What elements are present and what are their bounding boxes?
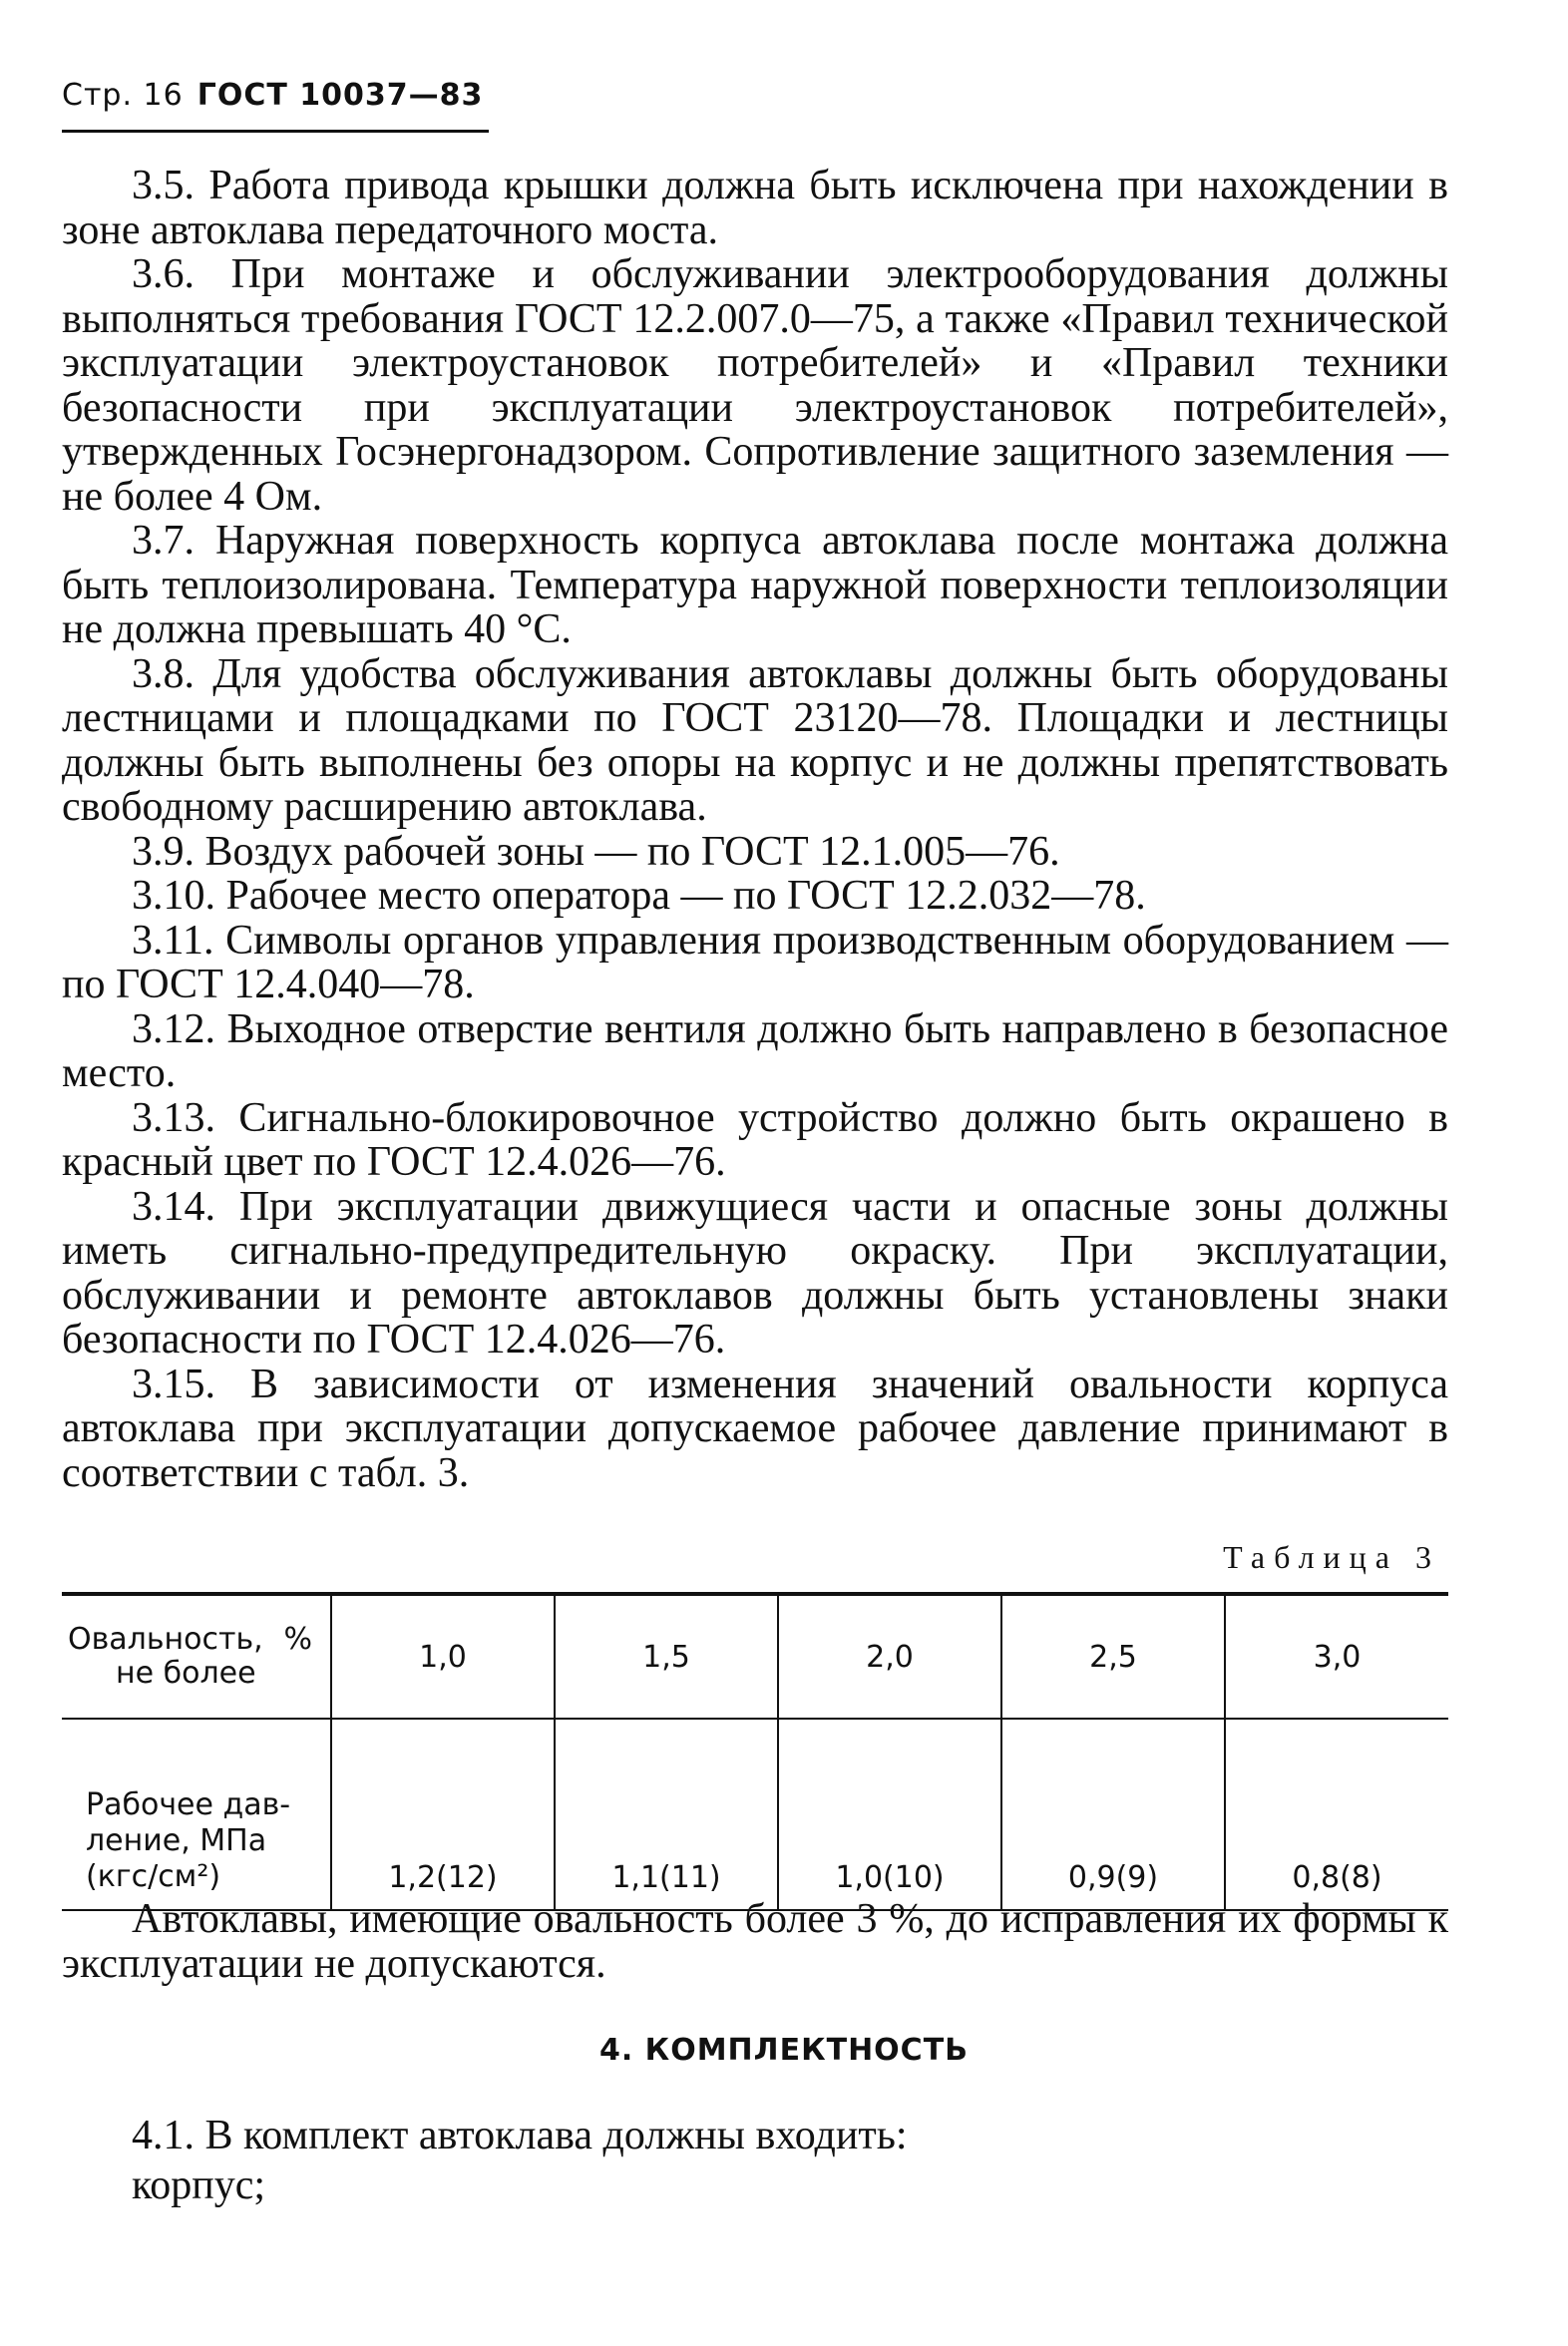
paragraph-ovality-note: Автоклавы, имеющие овальность более 3 %, до исправления их формы к эксплуатации не допускаются. — [62, 1896, 1448, 1987]
table-cell: 3,0 — [1225, 1594, 1448, 1719]
section-3-text — [62, 164, 1448, 1495]
paragraph-3-11: 3.11. Символы органов управления производственным оборудованием — по ГОСТ 12.4.040—78. — [62, 917, 1448, 1007]
paragraph-3-8: 3.8. Для удобства обслуживания автоклавы должны быть оборудованы лестницами и площадками по ГОСТ 23120—78. Площадки и лестницы должны быть выполнены без опоры на корпус и не должны препятствовать свободному расширению автоклава. — [62, 650, 1448, 830]
paragraph-3-10: 3.10. Рабочее место оператора — по ГОСТ 12.2.032—78. — [132, 873, 1146, 919]
ovality-unit: % — [283, 1622, 312, 1657]
table-cell: 1,2(12) — [331, 1719, 555, 1910]
table-cell: 0,8(8) — [1225, 1719, 1448, 1910]
ovality-label: Овальность, — [68, 1622, 263, 1657]
table-title: Таблица 3 — [1223, 1539, 1440, 1575]
paragraph-4-1: 4.1. В комплект автоклава должны входить: — [132, 2113, 908, 2158]
pressure-label-line-2: ление, МПа — [86, 1823, 267, 1858]
ovality-label-qualifier: не более — [116, 1656, 256, 1691]
pressure-label-line-3: (кгс/см²) — [86, 1859, 221, 1894]
page-number: Стр. 16 — [62, 78, 184, 113]
list-item: корпус; — [132, 2162, 266, 2208]
page-header — [62, 78, 483, 113]
ovality-pressure-table — [62, 1592, 1448, 1911]
row-header-pressure — [62, 1719, 331, 1910]
paragraph-3-6: 3.6. При монтаже и обслуживании электрооборудования должны выполняться требования ГОСТ 12.2.007.0—75, а также «Правил технической эксплуатации электроустановок потребителей» и «Правил техники безопасности при эксплуатации электроустановок потребителей», утвержденных Госэнергонадзором. Сопротивление защитного заземления — не более 4 Ом. — [62, 251, 1448, 520]
paragraph-3-5: 3.5. Работа привода крышки должна быть исключена при нахождении в зоне автоклава передаточного моста. — [62, 163, 1448, 253]
pressure-label-line-1: Рабочее дав- — [86, 1787, 291, 1822]
paragraph-3-15: 3.15. В зависимости от изменения значений овальности корпуса автоклава при эксплуатации допускаемое рабочее давление принимают в соответствии с табл. 3. — [62, 1361, 1448, 1496]
section-4-heading: 4. КОМПЛЕКТНОСТЬ — [598, 2033, 970, 2068]
paragraph-3-12: 3.12. Выходное отверстие вентиля должно быть направлено в безопасное место. — [62, 1005, 1448, 1096]
table-cell: 1,1(11) — [555, 1719, 778, 1910]
table-row-pressure — [62, 1719, 1448, 1910]
table-row-ovality — [62, 1594, 1448, 1719]
table-cell: 1,0(10) — [778, 1719, 1001, 1910]
table-cell: 1,5 — [555, 1594, 778, 1719]
paragraph-3-9: 3.9. Воздух рабочей зоны — по ГОСТ 12.1.005—76. — [132, 828, 1060, 875]
paragraph-3-7: 3.7. Наружная поверхность корпуса автоклава после монтажа должна быть теплоизолирована. Температура наружной поверхности теплоизоляции не должна превышать 40 °С. — [62, 518, 1448, 652]
table-cell: 2,5 — [1001, 1594, 1225, 1719]
row-header-ovality — [62, 1594, 331, 1719]
table-cell: 0,9(9) — [1001, 1719, 1225, 1910]
after-table-text — [62, 1897, 1448, 1986]
table-cell: 1,0 — [331, 1594, 555, 1719]
header-rule — [62, 130, 489, 133]
section-4-body — [62, 2111, 1448, 2210]
standard-designation: ГОСТ 10037—83 — [196, 78, 484, 113]
paragraph-3-14: 3.14. При эксплуатации движущиеся части и опасные зоны должны иметь сигнально-предупредительную окраску. При эксплуатации, обслуживании и ремонте автоклавов должны быть установлены знаки безопасности по ГОСТ 12.4.026—76. — [62, 1183, 1448, 1363]
paragraph-3-13: 3.13. Сигнально-блокировочное устройство должно быть окрашено в красный цвет по ГОСТ 12.4.026—76. — [62, 1094, 1448, 1185]
table-cell: 2,0 — [778, 1594, 1001, 1719]
